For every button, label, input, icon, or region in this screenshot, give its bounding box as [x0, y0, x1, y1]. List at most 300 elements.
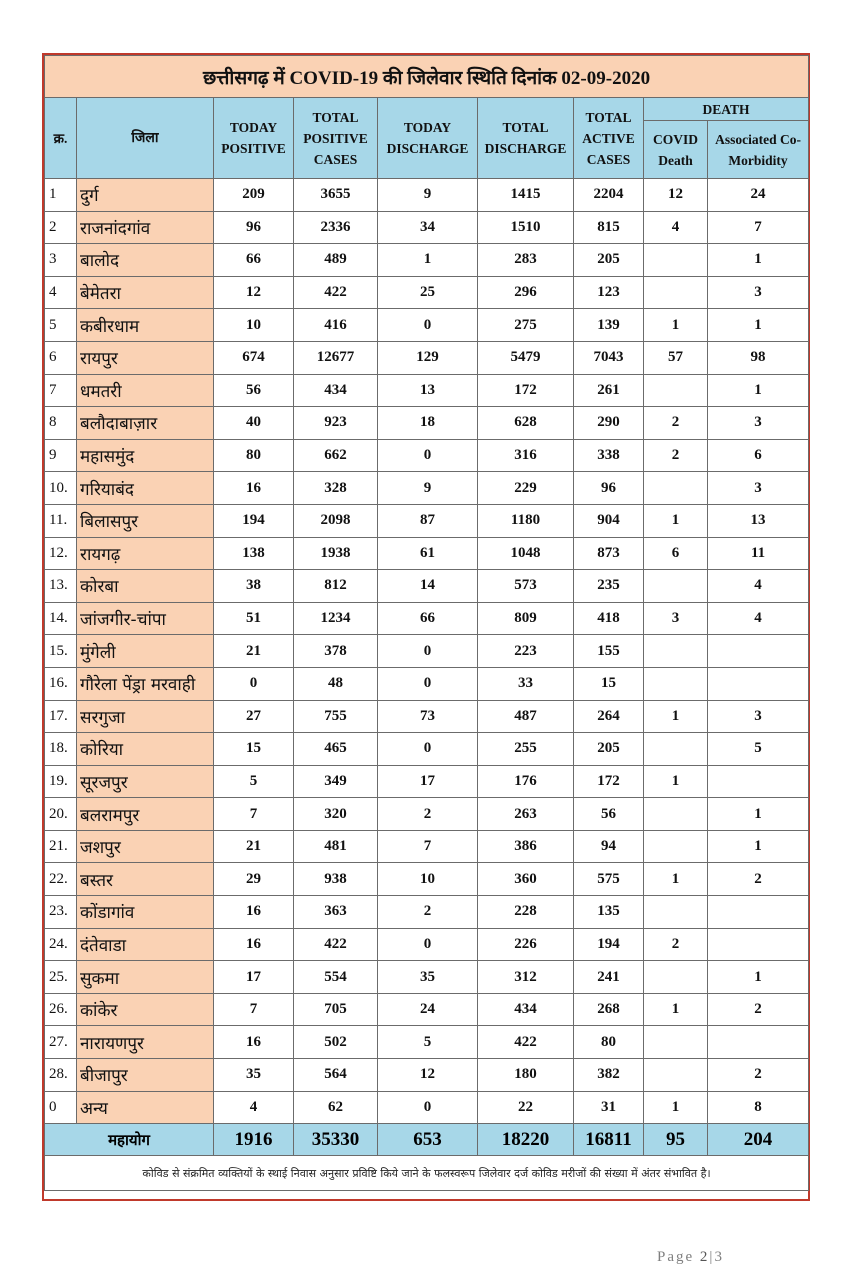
cell-district: गौरेला पेंड्रा मरवाही [77, 667, 214, 700]
cell-today-discharge: 35 [378, 961, 478, 994]
cell-total-positive: 662 [294, 439, 378, 472]
cell-total-active: 96 [574, 472, 644, 505]
cell-today-discharge: 14 [378, 570, 478, 603]
cell-district: बस्तर [77, 863, 214, 896]
cell-total-positive: 416 [294, 309, 378, 342]
total-row [45, 1124, 809, 1156]
cell-sn: 10. [45, 472, 77, 505]
cell-associated: 2 [708, 863, 809, 896]
cell-today-discharge: 0 [378, 1091, 478, 1124]
cell-total-active: 80 [574, 1026, 644, 1059]
cell-district: कोरबा [77, 570, 214, 603]
cell-today-discharge: 0 [378, 309, 478, 342]
cell-today-discharge: 66 [378, 602, 478, 635]
cell-total-active: 15 [574, 667, 644, 700]
cell-district: बेमेतरा [77, 276, 214, 309]
cell-total-discharge: 1415 [478, 179, 574, 212]
cell-district: अन्य [77, 1091, 214, 1124]
cell-sn: 23. [45, 896, 77, 929]
cell-total-active: 172 [574, 765, 644, 798]
cell-total-discharge: 809 [478, 602, 574, 635]
table-row [45, 798, 809, 831]
cell-today-discharge: 34 [378, 211, 478, 244]
cell-district: बलरामपुर [77, 798, 214, 831]
cell-covid-death [644, 472, 708, 505]
cell-associated: 8 [708, 1091, 809, 1124]
cell-associated: 1 [708, 830, 809, 863]
cell-total-discharge: 360 [478, 863, 574, 896]
cell-today-positive: 138 [214, 537, 294, 570]
cell-total-discharge: 1510 [478, 211, 574, 244]
cell-associated: 1 [708, 309, 809, 342]
cell-total-positive: 62 [294, 1091, 378, 1124]
cell-covid-death [644, 570, 708, 603]
cell-total-discharge: 172 [478, 374, 574, 407]
page-current: 2 [699, 1249, 710, 1265]
total-total-positive: 35330 [294, 1124, 378, 1156]
cell-associated: 1 [708, 374, 809, 407]
col-total-discharge: TOTAL DISCHARGE [478, 98, 574, 179]
table-row [45, 472, 809, 505]
table-row [45, 1059, 809, 1092]
table-row [45, 896, 809, 929]
total-today-positive: 1916 [214, 1124, 294, 1156]
total-label: महायोग [45, 1124, 214, 1156]
cell-total-discharge: 229 [478, 472, 574, 505]
cell-sn: 4 [45, 276, 77, 309]
cell-total-discharge: 487 [478, 700, 574, 733]
cell-sn: 12. [45, 537, 77, 570]
total-today-discharge: 653 [378, 1124, 478, 1156]
cell-total-active: 194 [574, 928, 644, 961]
cell-associated [708, 765, 809, 798]
page-separator: | [709, 1249, 715, 1265]
table-row [45, 276, 809, 309]
table-row [45, 439, 809, 472]
cell-district: बालोद [77, 244, 214, 277]
cell-sn: 21. [45, 830, 77, 863]
cell-today-positive: 7 [214, 798, 294, 831]
cell-today-positive: 194 [214, 504, 294, 537]
cell-district: रायपुर [77, 341, 214, 374]
cell-today-positive: 56 [214, 374, 294, 407]
cell-associated [708, 928, 809, 961]
page-total: 3 [714, 1249, 724, 1265]
total-total-active: 16811 [574, 1124, 644, 1156]
cell-total-active: 139 [574, 309, 644, 342]
cell-total-positive: 564 [294, 1059, 378, 1092]
table-row [45, 733, 809, 766]
cell-total-active: 575 [574, 863, 644, 896]
cell-covid-death [644, 896, 708, 929]
cell-total-discharge: 296 [478, 276, 574, 309]
cell-sn: 1 [45, 179, 77, 212]
cell-covid-death [644, 374, 708, 407]
cell-today-positive: 12 [214, 276, 294, 309]
table-row [45, 961, 809, 994]
cell-associated: 2 [708, 1059, 809, 1092]
cell-total-active: 241 [574, 961, 644, 994]
cell-today-positive: 38 [214, 570, 294, 603]
cell-today-positive: 51 [214, 602, 294, 635]
cell-total-discharge: 228 [478, 896, 574, 929]
cell-total-active: 123 [574, 276, 644, 309]
table-row [45, 504, 809, 537]
total-associated: 204 [708, 1124, 809, 1156]
cell-total-discharge: 263 [478, 798, 574, 831]
cell-today-positive: 80 [214, 439, 294, 472]
cell-district: राजनांदगांव [77, 211, 214, 244]
cell-covid-death: 1 [644, 993, 708, 1026]
cell-total-positive: 422 [294, 928, 378, 961]
cell-total-active: 135 [574, 896, 644, 929]
footnote: कोविड से संक्रमित व्यक्तियों के स्थाई निवास अनुसार प्रविष्टि किये जाने के फलस्वरूप जिलेवार दर्ज कोविड मरीजों की संख्या में अंतर संभावित है। [45, 1156, 809, 1191]
cell-total-discharge: 628 [478, 407, 574, 440]
cell-district: कोरिया [77, 733, 214, 766]
cell-covid-death: 6 [644, 537, 708, 570]
cell-today-discharge: 0 [378, 439, 478, 472]
cell-associated [708, 1026, 809, 1059]
cell-district: धमतरी [77, 374, 214, 407]
cell-today-positive: 15 [214, 733, 294, 766]
cell-total-active: 873 [574, 537, 644, 570]
cell-associated [708, 896, 809, 929]
cell-associated: 3 [708, 700, 809, 733]
cell-associated: 11 [708, 537, 809, 570]
cell-total-discharge: 434 [478, 993, 574, 1026]
cell-covid-death: 2 [644, 439, 708, 472]
cell-sn: 13. [45, 570, 77, 603]
cell-covid-death: 1 [644, 863, 708, 896]
cell-today-positive: 17 [214, 961, 294, 994]
cell-total-active: 261 [574, 374, 644, 407]
cell-today-positive: 21 [214, 635, 294, 668]
cell-associated: 5 [708, 733, 809, 766]
cell-today-discharge: 9 [378, 472, 478, 505]
cell-associated: 4 [708, 602, 809, 635]
cell-today-discharge: 0 [378, 667, 478, 700]
table-row [45, 602, 809, 635]
cell-district: बलौदाबाज़ार [77, 407, 214, 440]
cell-covid-death [644, 276, 708, 309]
cell-total-discharge: 33 [478, 667, 574, 700]
cell-covid-death: 1 [644, 765, 708, 798]
col-sn: क्र. [45, 98, 77, 179]
table-row [45, 570, 809, 603]
cell-today-discharge: 87 [378, 504, 478, 537]
cell-associated: 1 [708, 961, 809, 994]
table-row [45, 374, 809, 407]
cell-associated [708, 635, 809, 668]
cell-total-positive: 422 [294, 276, 378, 309]
cell-sn: 5 [45, 309, 77, 342]
cell-associated: 1 [708, 798, 809, 831]
cell-covid-death [644, 635, 708, 668]
cell-total-active: 155 [574, 635, 644, 668]
cell-today-discharge: 13 [378, 374, 478, 407]
cell-sn: 9 [45, 439, 77, 472]
table-row [45, 309, 809, 342]
table-row [45, 179, 809, 212]
report-title: छत्तीसगढ़ में COVID-19 की जिलेवार स्थिति दिनांक 02-09-2020 [45, 56, 809, 98]
cell-total-positive: 2098 [294, 504, 378, 537]
cell-total-active: 418 [574, 602, 644, 635]
cell-total-positive: 554 [294, 961, 378, 994]
cell-today-discharge: 24 [378, 993, 478, 1026]
cell-total-positive: 320 [294, 798, 378, 831]
cell-total-active: 205 [574, 733, 644, 766]
col-district: जिला [77, 98, 214, 179]
cell-today-discharge: 73 [378, 700, 478, 733]
cell-total-discharge: 283 [478, 244, 574, 277]
cell-total-positive: 2336 [294, 211, 378, 244]
cell-sn: 28. [45, 1059, 77, 1092]
table-row [45, 993, 809, 1026]
cell-sn: 11. [45, 504, 77, 537]
cell-today-positive: 40 [214, 407, 294, 440]
cell-associated: 3 [708, 276, 809, 309]
cell-total-discharge: 226 [478, 928, 574, 961]
cell-total-active: 815 [574, 211, 644, 244]
cell-covid-death: 57 [644, 341, 708, 374]
cell-total-discharge: 5479 [478, 341, 574, 374]
cell-today-positive: 16 [214, 1026, 294, 1059]
cell-total-positive: 3655 [294, 179, 378, 212]
cell-today-positive: 27 [214, 700, 294, 733]
cell-total-positive: 502 [294, 1026, 378, 1059]
cell-today-positive: 16 [214, 896, 294, 929]
cell-total-positive: 1938 [294, 537, 378, 570]
cell-total-positive: 923 [294, 407, 378, 440]
cell-associated [708, 667, 809, 700]
cell-covid-death: 2 [644, 928, 708, 961]
table-row [45, 1091, 809, 1124]
cell-district: महासमुंद [77, 439, 214, 472]
total-covid-death: 95 [644, 1124, 708, 1156]
table-body [45, 179, 809, 1124]
cell-district: दंतेवाडा [77, 928, 214, 961]
cell-covid-death [644, 798, 708, 831]
cell-today-discharge: 129 [378, 341, 478, 374]
cell-total-positive: 363 [294, 896, 378, 929]
cell-total-discharge: 422 [478, 1026, 574, 1059]
cell-associated: 4 [708, 570, 809, 603]
cell-associated: 98 [708, 341, 809, 374]
table-row [45, 635, 809, 668]
cell-district: बिलासपुर [77, 504, 214, 537]
cell-total-positive: 349 [294, 765, 378, 798]
cell-total-positive: 755 [294, 700, 378, 733]
cell-today-positive: 7 [214, 993, 294, 1026]
col-associated: Associated Co-Morbidity [708, 121, 809, 179]
cell-today-positive: 96 [214, 211, 294, 244]
cell-covid-death [644, 1059, 708, 1092]
cell-covid-death: 3 [644, 602, 708, 635]
cell-total-positive: 378 [294, 635, 378, 668]
cell-total-positive: 705 [294, 993, 378, 1026]
cell-today-positive: 4 [214, 1091, 294, 1124]
col-total-positive: TOTAL POSITIVE CASES [294, 98, 378, 179]
cell-sn: 15. [45, 635, 77, 668]
cell-total-discharge: 255 [478, 733, 574, 766]
col-covid-death: COVID Death [644, 121, 708, 179]
cell-total-discharge: 223 [478, 635, 574, 668]
cell-associated: 3 [708, 472, 809, 505]
cell-total-active: 7043 [574, 341, 644, 374]
cell-today-discharge: 10 [378, 863, 478, 896]
cell-total-active: 382 [574, 1059, 644, 1092]
table-row [45, 537, 809, 570]
cell-associated: 7 [708, 211, 809, 244]
cell-today-discharge: 0 [378, 635, 478, 668]
cell-sn: 2 [45, 211, 77, 244]
cell-covid-death [644, 830, 708, 863]
cell-associated: 24 [708, 179, 809, 212]
table-row [45, 244, 809, 277]
cell-total-discharge: 312 [478, 961, 574, 994]
cell-district: मुंगेली [77, 635, 214, 668]
table-row [45, 928, 809, 961]
cell-sn: 27. [45, 1026, 77, 1059]
cell-total-discharge: 1180 [478, 504, 574, 537]
cell-today-discharge: 5 [378, 1026, 478, 1059]
cell-sn: 24. [45, 928, 77, 961]
cell-total-discharge: 275 [478, 309, 574, 342]
cell-district: जांजगीर-चांपा [77, 602, 214, 635]
cell-covid-death: 12 [644, 179, 708, 212]
cell-district: दुर्ग [77, 179, 214, 212]
cell-district: कांकेर [77, 993, 214, 1026]
cell-today-positive: 0 [214, 667, 294, 700]
cell-today-positive: 16 [214, 472, 294, 505]
cell-associated: 13 [708, 504, 809, 537]
cell-total-active: 268 [574, 993, 644, 1026]
cell-covid-death [644, 733, 708, 766]
cell-covid-death: 2 [644, 407, 708, 440]
table-row [45, 1026, 809, 1059]
cell-total-discharge: 1048 [478, 537, 574, 570]
cell-sn: 26. [45, 993, 77, 1026]
cell-total-discharge: 386 [478, 830, 574, 863]
cell-today-positive: 209 [214, 179, 294, 212]
cell-today-positive: 35 [214, 1059, 294, 1092]
page-label: Page [657, 1249, 695, 1265]
cell-today-discharge: 2 [378, 798, 478, 831]
table-row [45, 407, 809, 440]
cell-total-active: 235 [574, 570, 644, 603]
table-row [45, 667, 809, 700]
cell-district: रायगढ़ [77, 537, 214, 570]
cell-today-discharge: 25 [378, 276, 478, 309]
cell-total-active: 94 [574, 830, 644, 863]
cell-district: सुकमा [77, 961, 214, 994]
cell-district: कोंडागांव [77, 896, 214, 929]
cell-today-discharge: 2 [378, 896, 478, 929]
cell-covid-death: 1 [644, 309, 708, 342]
cell-sn: 18. [45, 733, 77, 766]
cell-total-positive: 938 [294, 863, 378, 896]
cell-district: सरगुजा [77, 700, 214, 733]
cell-total-discharge: 316 [478, 439, 574, 472]
cell-total-positive: 812 [294, 570, 378, 603]
cell-total-positive: 328 [294, 472, 378, 505]
col-today-discharge: TODAY DISCHARGE [378, 98, 478, 179]
cell-total-active: 31 [574, 1091, 644, 1124]
cell-sn: 3 [45, 244, 77, 277]
cell-covid-death: 1 [644, 504, 708, 537]
cell-sn: 14. [45, 602, 77, 635]
cell-total-active: 56 [574, 798, 644, 831]
cell-today-positive: 66 [214, 244, 294, 277]
table-row [45, 700, 809, 733]
cell-district: नारायणपुर [77, 1026, 214, 1059]
cell-district: कबीरधाम [77, 309, 214, 342]
cell-total-discharge: 22 [478, 1091, 574, 1124]
cell-covid-death: 1 [644, 1091, 708, 1124]
cell-total-active: 205 [574, 244, 644, 277]
cell-total-positive: 481 [294, 830, 378, 863]
table-row [45, 341, 809, 374]
cell-total-positive: 465 [294, 733, 378, 766]
cell-total-active: 264 [574, 700, 644, 733]
cell-district: बीजापुर [77, 1059, 214, 1092]
cell-today-discharge: 12 [378, 1059, 478, 1092]
cell-covid-death [644, 244, 708, 277]
cell-sn: 0 [45, 1091, 77, 1124]
cell-today-discharge: 61 [378, 537, 478, 570]
cell-associated: 1 [708, 244, 809, 277]
cell-sn: 6 [45, 341, 77, 374]
cell-today-discharge: 9 [378, 179, 478, 212]
table-row [45, 830, 809, 863]
cell-sn: 8 [45, 407, 77, 440]
cell-district: जशपुर [77, 830, 214, 863]
total-total-discharge: 18220 [478, 1124, 574, 1156]
cell-today-positive: 674 [214, 341, 294, 374]
cell-today-discharge: 0 [378, 733, 478, 766]
col-death-group: DEATH [644, 98, 809, 121]
table-row [45, 211, 809, 244]
table-row [45, 765, 809, 798]
cell-total-positive: 434 [294, 374, 378, 407]
cell-covid-death [644, 961, 708, 994]
cell-sn: 22. [45, 863, 77, 896]
col-total-active: TOTAL ACTIVE CASES [574, 98, 644, 179]
cell-sn: 7 [45, 374, 77, 407]
cell-today-discharge: 18 [378, 407, 478, 440]
page-number [657, 1249, 724, 1266]
cell-associated: 2 [708, 993, 809, 1026]
covid-district-table [44, 55, 809, 1191]
cell-sn: 20. [45, 798, 77, 831]
table-row [45, 863, 809, 896]
cell-covid-death [644, 1026, 708, 1059]
cell-total-discharge: 573 [478, 570, 574, 603]
cell-today-discharge: 17 [378, 765, 478, 798]
cell-today-positive: 10 [214, 309, 294, 342]
cell-today-positive: 16 [214, 928, 294, 961]
cell-associated: 3 [708, 407, 809, 440]
col-today-positive: TODAY POSITIVE [214, 98, 294, 179]
cell-today-discharge: 0 [378, 928, 478, 961]
cell-district: गरियाबंद [77, 472, 214, 505]
cell-associated: 6 [708, 439, 809, 472]
cell-sn: 16. [45, 667, 77, 700]
cell-covid-death: 4 [644, 211, 708, 244]
cell-today-positive: 5 [214, 765, 294, 798]
cell-today-positive: 21 [214, 830, 294, 863]
cell-total-positive: 48 [294, 667, 378, 700]
